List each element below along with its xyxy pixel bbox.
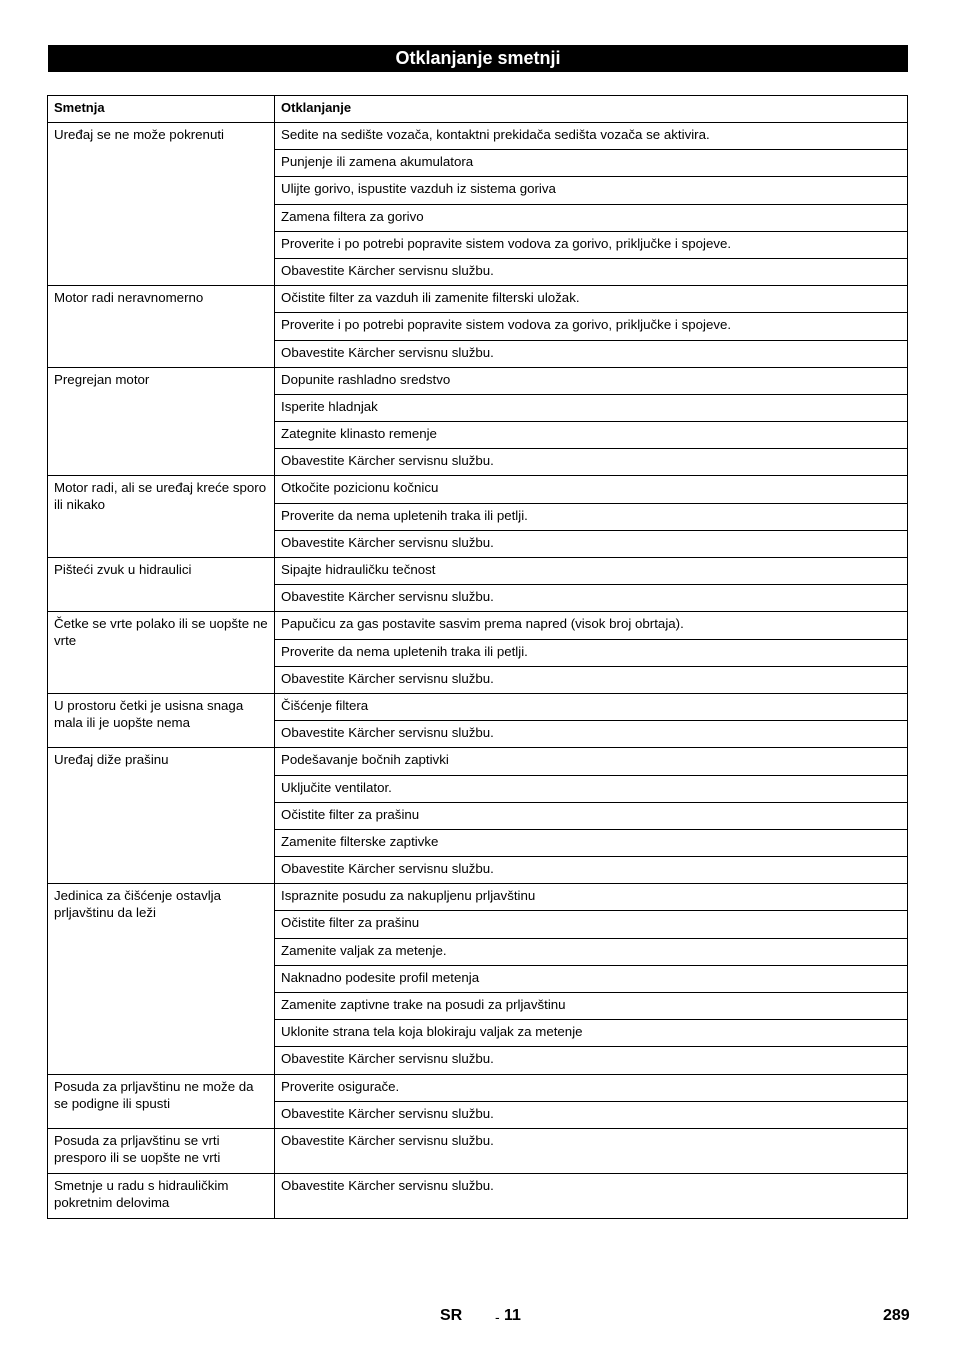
remedy-cell: Isperite hladnjak: [275, 394, 908, 421]
remedy-cell: Ulijte gorivo, ispustite vazduh iz sistema goriva: [275, 177, 908, 204]
remedy-cell: Papučicu za gas postavite sasvim prema napred (visok broj obrtaja).: [275, 612, 908, 639]
fault-cell: Motor radi neravnomerno: [48, 286, 275, 368]
remedy-cell: Očistite filter za prašinu: [275, 911, 908, 938]
remedy-cell: Naknadno podesite profil metenja: [275, 965, 908, 992]
remedy-cell: Punjenje ili zamena akumulatora: [275, 150, 908, 177]
table-row: [48, 286, 908, 313]
remedy-cell: Zategnite klinasto remenje: [275, 422, 908, 449]
fault-cell: Smetnje u radu s hidrauličkim pokretnim delovima: [48, 1173, 275, 1218]
remedy-cell: Zamenite valjak za metenje.: [275, 938, 908, 965]
remedy-cell: Otkočite pozicionu kočnicu: [275, 476, 908, 503]
remedy-cell: Obavestite Kärcher servisnu službu.: [275, 1047, 908, 1074]
table-row: [48, 123, 908, 150]
remedy-cell: Proverite da nema upletenih traka ili petlji.: [275, 639, 908, 666]
fault-cell: Pregrejan motor: [48, 367, 275, 476]
header-fault: Smetnja: [48, 96, 275, 123]
header-remedy: Otklanjanje: [275, 96, 908, 123]
fault-cell: Posuda za prljavštinu se vrti presporo ili se uopšte ne vrti: [48, 1128, 275, 1173]
remedy-cell: Obavestite Kärcher servisnu službu.: [275, 721, 908, 748]
remedy-cell: Obavestite Kärcher servisnu službu.: [275, 449, 908, 476]
remedy-cell: Obavestite Kärcher servisnu službu.: [275, 340, 908, 367]
table-body: [48, 123, 908, 1219]
table-header-row: [48, 96, 908, 123]
remedy-cell: Zamena filtera za gorivo: [275, 204, 908, 231]
remedy-cell: Podešavanje bočnih zaptivki: [275, 748, 908, 775]
fault-cell: Pišteći zvuk u hidraulici: [48, 558, 275, 612]
remedy-cell: Proverite i po potrebi popravite sistem vodova za gorivo, priključke i spojeve.: [275, 313, 908, 340]
troubleshooting-table: [47, 95, 908, 1219]
table-row: [48, 558, 908, 585]
fault-cell: Četke se vrte polako ili se uopšte ne vrte: [48, 612, 275, 694]
remedy-cell: Obavestite Kärcher servisnu službu.: [275, 857, 908, 884]
remedy-cell: Očistite filter za prašinu: [275, 802, 908, 829]
table-row: [48, 1173, 908, 1218]
footer-page-number: 289: [883, 1307, 910, 1324]
remedy-cell: Obavestite Kärcher servisnu službu.: [275, 1173, 908, 1218]
fault-cell: Uređaj diže prašinu: [48, 748, 275, 884]
remedy-cell: Zamenite zaptivne trake na posudi za prljavštinu: [275, 993, 908, 1020]
remedy-cell: Sipajte hidrauličku tečnost: [275, 558, 908, 585]
remedy-cell: Obavestite Kärcher servisnu službu.: [275, 585, 908, 612]
remedy-cell: Proverite osigurače.: [275, 1074, 908, 1101]
page-title: Otklanjanje smetnji: [48, 45, 908, 72]
table-row: [48, 884, 908, 911]
table-row: [48, 476, 908, 503]
remedy-cell: Obavestite Kärcher servisnu službu.: [275, 1101, 908, 1128]
table-row: [48, 748, 908, 775]
remedy-cell: Obavestite Kärcher servisnu službu.: [275, 258, 908, 285]
footer-language: SR: [440, 1307, 463, 1324]
fault-cell: Posuda za prljavštinu ne može da se podigne ili spusti: [48, 1074, 275, 1128]
remedy-cell: Sedite na sedište vozača, kontaktni prekidača sedišta vozača se aktivira.: [275, 123, 908, 150]
fault-cell: Uređaj se ne može pokrenuti: [48, 123, 275, 286]
remedy-cell: Proverite da nema upletenih traka ili petlji.: [275, 503, 908, 530]
table-row: [48, 693, 908, 720]
remedy-cell: Dopunite rashladno sredstvo: [275, 367, 908, 394]
remedy-cell: Obavestite Kärcher servisnu službu.: [275, 530, 908, 557]
remedy-cell: Proverite i po potrebi popravite sistem vodova za gorivo, priključke i spojeve.: [275, 231, 908, 258]
remedy-cell: Očistite filter za vazduh ili zamenite filterski uložak.: [275, 286, 908, 313]
table-row: [48, 367, 908, 394]
remedy-cell: Obavestite Kärcher servisnu službu.: [275, 1128, 908, 1173]
remedy-cell: Obavestite Kärcher servisnu službu.: [275, 666, 908, 693]
footer-section-page: 11: [504, 1307, 521, 1324]
fault-cell: U prostoru četki je usisna snaga mala ili je uopšte nema: [48, 693, 275, 747]
table-row: [48, 1128, 908, 1173]
table-row: [48, 612, 908, 639]
fault-cell: Jedinica za čišćenje ostavlja prljavštinu da leži: [48, 884, 275, 1074]
remedy-cell: Uključite ventilator.: [275, 775, 908, 802]
remedy-cell: Uklonite strana tela koja blokiraju valjak za metenje: [275, 1020, 908, 1047]
remedy-cell: Čišćenje filtera: [275, 693, 908, 720]
remedy-cell: Ispraznite posudu za nakupljenu prljavštinu: [275, 884, 908, 911]
footer-dash: -: [495, 1309, 500, 1325]
table-row: [48, 1074, 908, 1101]
fault-cell: Motor radi, ali se uređaj kreće sporo ili nikako: [48, 476, 275, 558]
remedy-cell: Zamenite filterske zaptivke: [275, 829, 908, 856]
